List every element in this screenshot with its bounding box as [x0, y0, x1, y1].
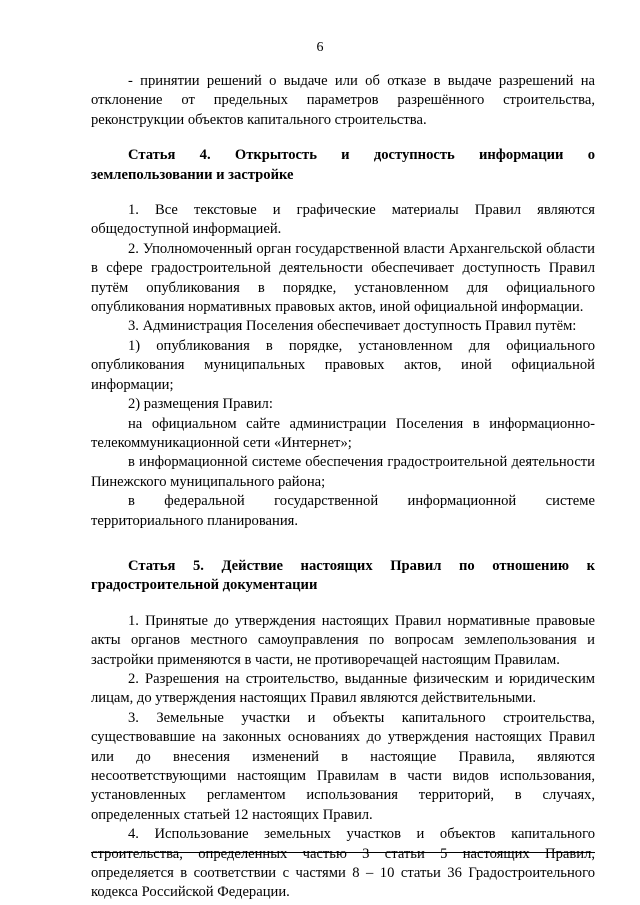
page-number: 6: [316, 40, 324, 55]
article-4-heading: Статья 4. Открытость и доступность информации о землепользовании и застройке: [91, 147, 595, 183]
article-5-paragraph-2: 2. Разрешения на строительство, выданные физическим и юридическим лицам, до утверждения настоящих Правил являются действительными.: [91, 670, 595, 707]
article-4-item-2c: в федеральной государственной информационной системе территориального планирования.: [91, 493, 595, 529]
article-5-heading: Статья 5. Действие настоящих Правил по отношению к градостроительной документации: [91, 557, 595, 594]
page-content: [91, 72, 595, 903]
article-5-paragraph-1: 1. Принятые до утверждения настоящих Правил нормативные правовые акты органов местного самоуправления по вопросам землепользования и застройки применяются в части, не противоречащей настоящим Правилам.: [91, 612, 595, 668]
article-4-paragraph-2: 2. Уполномоченный орган государственной власти Архангельской области в сфере градостроительной деятельности обеспечивает доступность Правил путём опубликования в порядке, установленном для официального опубликования нормативных правовых актов, иной официальной информации.: [91, 240, 595, 316]
article-4-paragraph-3: 3. Администрация Поселения обеспечивает доступность Правил путём:: [128, 318, 577, 335]
article-4-item-2a: на официальном сайте администрации Поселения в информационно-телекоммуникационной сети «Интернет»;: [91, 415, 595, 451]
article-4-item-2: 2) размещения Правил:: [128, 396, 273, 413]
footer-divider: [91, 852, 595, 853]
article-5-paragraph-3: 3. Земельные участки и объекты капитального строительства, существовавшие на законных основаниях до утверждения настоящих Правил или до внесения изменений в настоящие Правила, являются несоответствующими настоящим Правилам в части видов использования, установленных регламентом использования территорий, в случаях, определенных статьей 12 настоящих Правил.: [91, 709, 595, 823]
article-4-paragraph-1: 1. Все текстовые и графические материалы Правил являются общедоступной информацией.: [91, 202, 595, 238]
article-5-paragraph-4: 4. Использование земельных участков и объектов капитального строительства, определенных частью 3 статьи 5 настоящих Правил, определяется в соответствии с частями 8 – 10 статьи 36 Градостроительного кодекса Российской Федерации.: [91, 826, 595, 901]
intro-list-item: - принятии решений о выдаче или об отказе в выдаче разрешений на отклонение от предельных параметров разрешённого строительства, реконструкции объектов капитального строительства.: [91, 73, 595, 128]
article-4-item-2b: в информационной системе обеспечения градостроительной деятельности Пинежского муниципального района;: [91, 454, 595, 490]
article-4-item-1: 1) опубликования в порядке, установленном для официального опубликования муниципальных правовых актов, иной официальной информации;: [91, 337, 595, 393]
